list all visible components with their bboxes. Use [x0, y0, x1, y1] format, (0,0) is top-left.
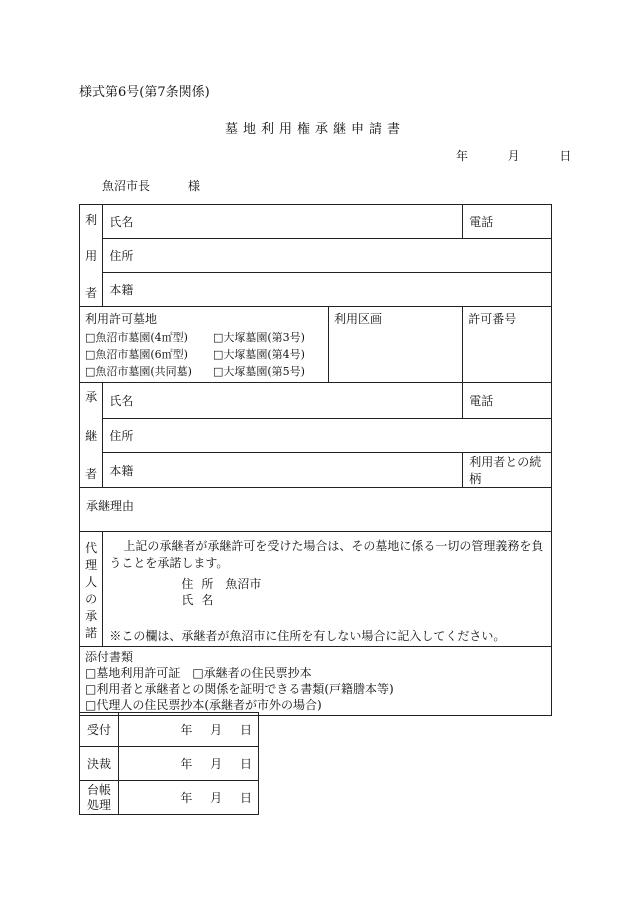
- user-address-field[interactable]: 住所: [103, 239, 552, 273]
- successor-domicile-row: [80, 453, 552, 488]
- agent-row: [80, 532, 552, 647]
- checkbox-otsuka-4[interactable]: □大塚墓園(第4号): [213, 348, 305, 361]
- reception-date-field[interactable]: 年 月 日: [119, 713, 259, 747]
- user-address-row: [80, 239, 552, 273]
- user-phone-field[interactable]: 電話: [463, 205, 552, 239]
- succession-reason-field[interactable]: 承継理由: [80, 488, 552, 532]
- form-title: 墓地利用権承継申請書: [224, 122, 405, 137]
- addressee-name: 魚沼市長: [102, 179, 151, 193]
- attachment-line-2[interactable]: □利用者と承継者との関係を証明できる書類(戸籍謄本等): [85, 682, 394, 696]
- addressee-honorific: 様: [188, 179, 201, 193]
- checkbox-uonuma-4m2[interactable]: □魚沼市墓園(4㎡型): [85, 331, 188, 344]
- successor-relation-field[interactable]: 利用者との続柄: [463, 453, 552, 488]
- user-name-field[interactable]: 氏名: [103, 205, 463, 239]
- successor-address-field[interactable]: 住所: [103, 419, 552, 453]
- checkbox-otsuka-3[interactable]: □大塚墓園(第3号): [213, 331, 305, 344]
- successor-domicile-field[interactable]: 本籍: [103, 453, 463, 488]
- attachment-line-3[interactable]: □代理人の住民票抄本(承継者が市外の場合): [85, 698, 322, 712]
- application-table: [79, 204, 552, 716]
- reason-row: [80, 488, 552, 532]
- user-domicile-field[interactable]: 本籍: [103, 273, 552, 307]
- agent-section-label: 代 理 人 の 承 諾: [80, 532, 103, 647]
- attachment-line-1[interactable]: □墓地利用許可証 □承継者の住民票抄本: [85, 666, 312, 680]
- successor-name-row: [80, 383, 552, 419]
- ledger-date-field[interactable]: 年 月 日: [119, 781, 259, 815]
- office-row-approval: 決裁 年 月 日: [80, 747, 259, 781]
- approval-date-field[interactable]: 年 月 日: [119, 747, 259, 781]
- office-row-reception: 受付 年 月 日: [80, 713, 259, 747]
- successor-section-label: 承 継 者: [80, 383, 103, 488]
- user-name-row: [80, 205, 552, 239]
- application-date: [456, 147, 571, 164]
- permit-row: [80, 307, 552, 383]
- plot-section-field[interactable]: 利用区画: [329, 307, 463, 383]
- date-day-field[interactable]: 日: [559, 149, 572, 163]
- user-section-label: 利 用 者: [80, 205, 103, 307]
- attachments-row: [80, 647, 552, 716]
- user-domicile-row: [80, 273, 552, 307]
- checkbox-otsuka-5[interactable]: □大塚墓園(第5号): [213, 365, 305, 378]
- date-year-field[interactable]: 年: [456, 149, 469, 163]
- successor-phone-field[interactable]: 電話: [463, 383, 552, 419]
- checkbox-uonuma-6m2[interactable]: □魚沼市墓園(6㎡型): [85, 348, 188, 361]
- attachments-field: 添付書類 □墓地利用許可証 □承継者の住民票抄本 □利用者と承継者との関係を証明できる書類(戸籍謄本等) □代理人の住民票抄本(承継者が市外の場合): [80, 647, 552, 716]
- agent-consent-text: 上記の承継者が承継許可を受けた場合は、その墓地に係る一切の管理義務を負うことを承諾します。: [109, 539, 544, 570]
- permit-cemetery-field: 利用許可墓地 □魚沼市墓園(4㎡型) □大塚墓園(第3号) □魚沼市墓園(6㎡型) □大塚墓園(第4号) □魚沼市墓園(共同墓) □大塚墓園(第5号): [80, 307, 329, 383]
- agent-name[interactable]: 氏名: [181, 593, 222, 607]
- checkbox-uonuma-common[interactable]: □魚沼市墓園(共同墓): [85, 365, 192, 378]
- agent-consent-field: [103, 532, 552, 647]
- successor-name-field[interactable]: 氏名: [103, 383, 463, 419]
- office-row-ledger: 台帳 処理 年 月 日: [80, 781, 259, 815]
- agent-note: ※この欄は、承継者が魚沼市に住所を有しない場合に記入してください。: [109, 629, 506, 643]
- permit-number-field[interactable]: 許可番号: [463, 307, 552, 383]
- addressee: [102, 177, 200, 194]
- agent-address[interactable]: 住所 魚沼市: [181, 577, 262, 591]
- date-month-field[interactable]: 月: [507, 149, 520, 163]
- successor-address-row: [80, 419, 552, 453]
- office-use-table: [79, 712, 259, 815]
- form-number: 様式第6号(第7条関係): [79, 85, 210, 100]
